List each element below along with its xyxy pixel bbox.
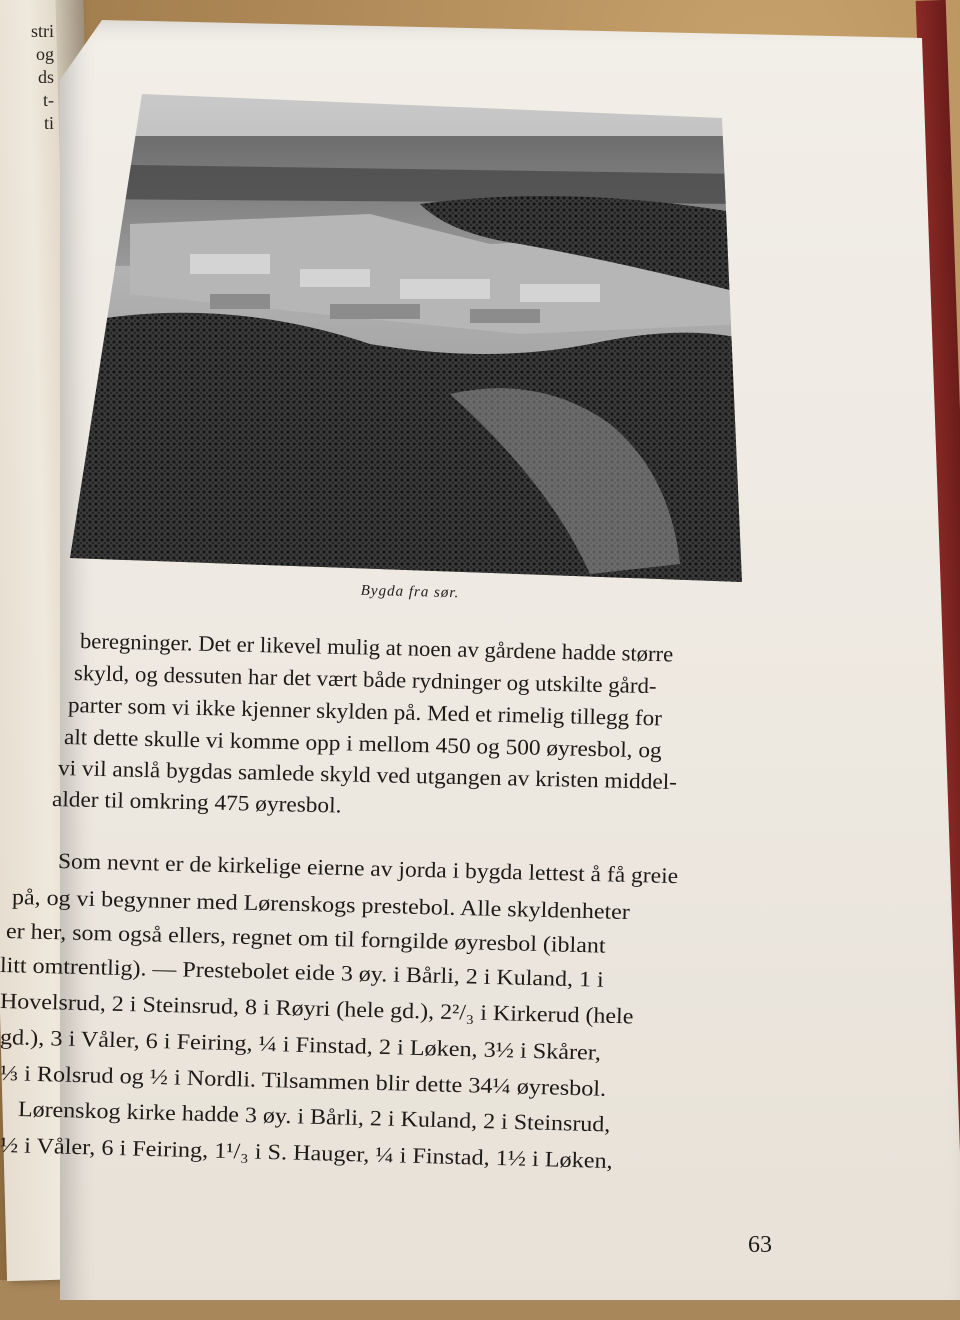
text-line: litt omtrentlig). — Prestebolet eide 3 øy. i Bårli, 2 i Kuland, 1 i	[0, 952, 604, 992]
text-line: Som nevnt er de kirkelige eierne av jorda i bygda lettest å få greie	[57, 848, 679, 889]
text-line: vi vil anslå bygdas samlede skyld ved utgangen av kristen middel-	[57, 755, 678, 795]
text-line: ⅓ i Rolsrud og ½ i Nordli. Tilsammen blir dette 34¼ øyresbol.	[0, 1060, 607, 1101]
text-line: alt dette skulle vi komme opp i mellom 450 og 500 øyresbol, og	[63, 724, 662, 763]
text-line: er her, som også ellers, regnet om til forngilde øyresbol (iblant	[5, 918, 606, 958]
text-line: parter som vi ikke kjenner skylden på. Med et rimelig tillegg for	[67, 692, 663, 731]
page-number: 63	[748, 1232, 772, 1258]
previous-page-fragment: ds	[37, 67, 54, 87]
previous-page-fragment: ti	[43, 113, 54, 133]
text-line: Hovelsrud, 2 i Steinsrud, 8 i Røyri (hele gd.), 2²/₃ i Kirkerud (hele	[0, 988, 634, 1029]
previous-page-fragment: t-	[43, 90, 54, 110]
text-line: ½ i Våler, 6 i Feiring, 1¹/₃ i S. Hauger, ¼ i Finstad, 1½ i Løken,	[0, 1132, 614, 1174]
text-line: på, og vi begynner med Lørenskogs prestebol. Alle skyldenheter	[11, 884, 631, 925]
text-line: skyld, og dessuten har det vært både rydninger og utskilte gård-	[73, 660, 657, 699]
text-line: Lørenskog kirke hadde 3 øy. i Bårli, 2 i Kuland, 2 i Steinsrud,	[17, 1096, 611, 1137]
previous-page-fragment: stri	[30, 21, 54, 41]
text-line: alder til omkring 475 øyresbol.	[51, 786, 342, 818]
text-line: beregninger. Det er likevel mulig at noen av gårdene hadde større	[79, 628, 674, 667]
text-line: gd.), 3 i Våler, 6 i Feiring, ¼ i Finstad, 2 i Løken, 3½ i Skårer,	[0, 1024, 602, 1065]
previous-page-fragment: og	[36, 44, 54, 64]
photo-caption: Bygda fra sør.	[360, 582, 460, 602]
